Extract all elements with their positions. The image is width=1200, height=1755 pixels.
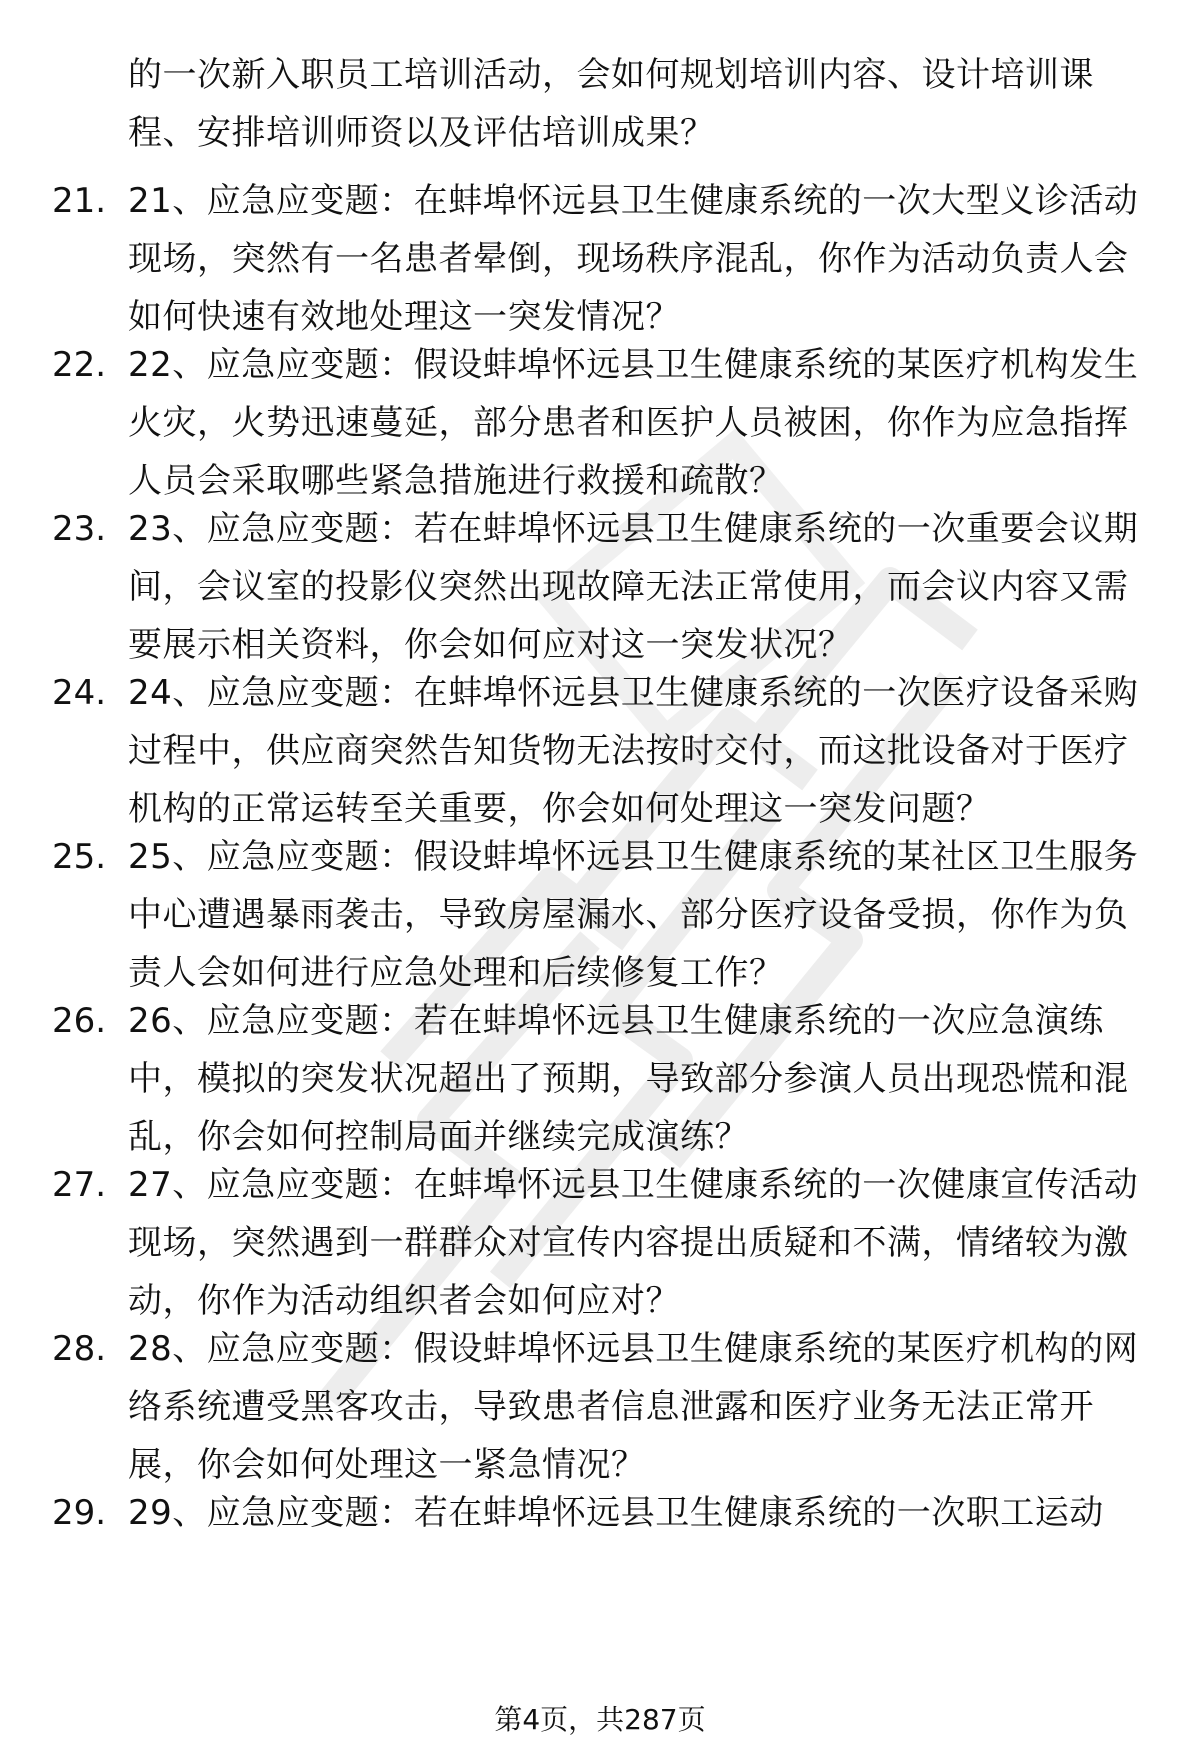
page-footer: 第4页，共287页 [494, 1703, 706, 1736]
question-number: 24. [52, 673, 107, 713]
question-text: 29、应急应变题：若在蚌埠怀远县卫生健康系统的一次职工运动 [128, 1493, 1104, 1533]
question-number: 21. [52, 181, 107, 221]
question-number: 23. [52, 509, 107, 549]
question-text: 24、应急应变题：在蚌埠怀远县卫生健康系统的一次医疗设备采购过程中，供应商突然告知货物无法按时交付，而这批设备对于医疗机构的正常运转至关重要，你会如何处理这一突发问题？ [128, 673, 1139, 829]
question-text: 23、应急应变题：若在蚌埠怀远县卫生健康系统的一次重要会议期间，会议室的投影仪突然出现故障无法正常使用，而会议内容又需要展示相关资料，你会如何应对这一突发状况？ [128, 509, 1139, 665]
question-number: 27. [52, 1165, 107, 1205]
question-number: 26. [52, 1001, 107, 1041]
question-text: 28、应急应变题：假设蚌埠怀远县卫生健康系统的某医疗机构的网络系统遭受黑客攻击，导致患者信息泄露和医疗业务无法正常开展，你会如何处理这一紧急情况？ [128, 1329, 1139, 1485]
question-text: 22、应急应变题：假设蚌埠怀远县卫生健康系统的某医疗机构发生火灾，火势迅速蔓延，部分患者和医护人员被困，你作为应急指挥人员会采取哪些紧急措施进行救援和疏散？ [128, 345, 1139, 501]
question-number: 25. [52, 837, 107, 877]
question-number: 28. [52, 1329, 107, 1369]
question-number: 29. [52, 1493, 107, 1533]
question-text: 21、应急应变题：在蚌埠怀远县卫生健康系统的一次大型义诊活动现场，突然有一名患者晕倒，现场秩序混乱，你作为活动负责人会如何快速有效地处理这一突发情况？ [128, 181, 1139, 337]
question-number: 22. [52, 345, 107, 385]
previous-question-continuation: 的一次新入职员工培训活动，会如何规划培训内容、设计培训课程、安排培训师资以及评估培训成果？ [128, 55, 1094, 153]
question-text: 26、应急应变题：若在蚌埠怀远县卫生健康系统的一次应急演练中，模拟的突发状况超出了预期，导致部分参演人员出现恐慌和混乱，你会如何控制局面并继续完成演练？ [128, 1001, 1129, 1157]
question-text: 25、应急应变题：假设蚌埠怀远县卫生健康系统的某社区卫生服务中心遭遇暴雨袭击，导致房屋漏水、部分医疗设备受损，你作为负责人会如何进行应急处理和后续修复工作？ [128, 837, 1139, 993]
question-text: 27、应急应变题：在蚌埠怀远县卫生健康系统的一次健康宣传活动现场，突然遇到一群群众对宣传内容提出质疑和不满，情绪较为激动，你作为活动组织者会如何应对？ [128, 1165, 1139, 1321]
